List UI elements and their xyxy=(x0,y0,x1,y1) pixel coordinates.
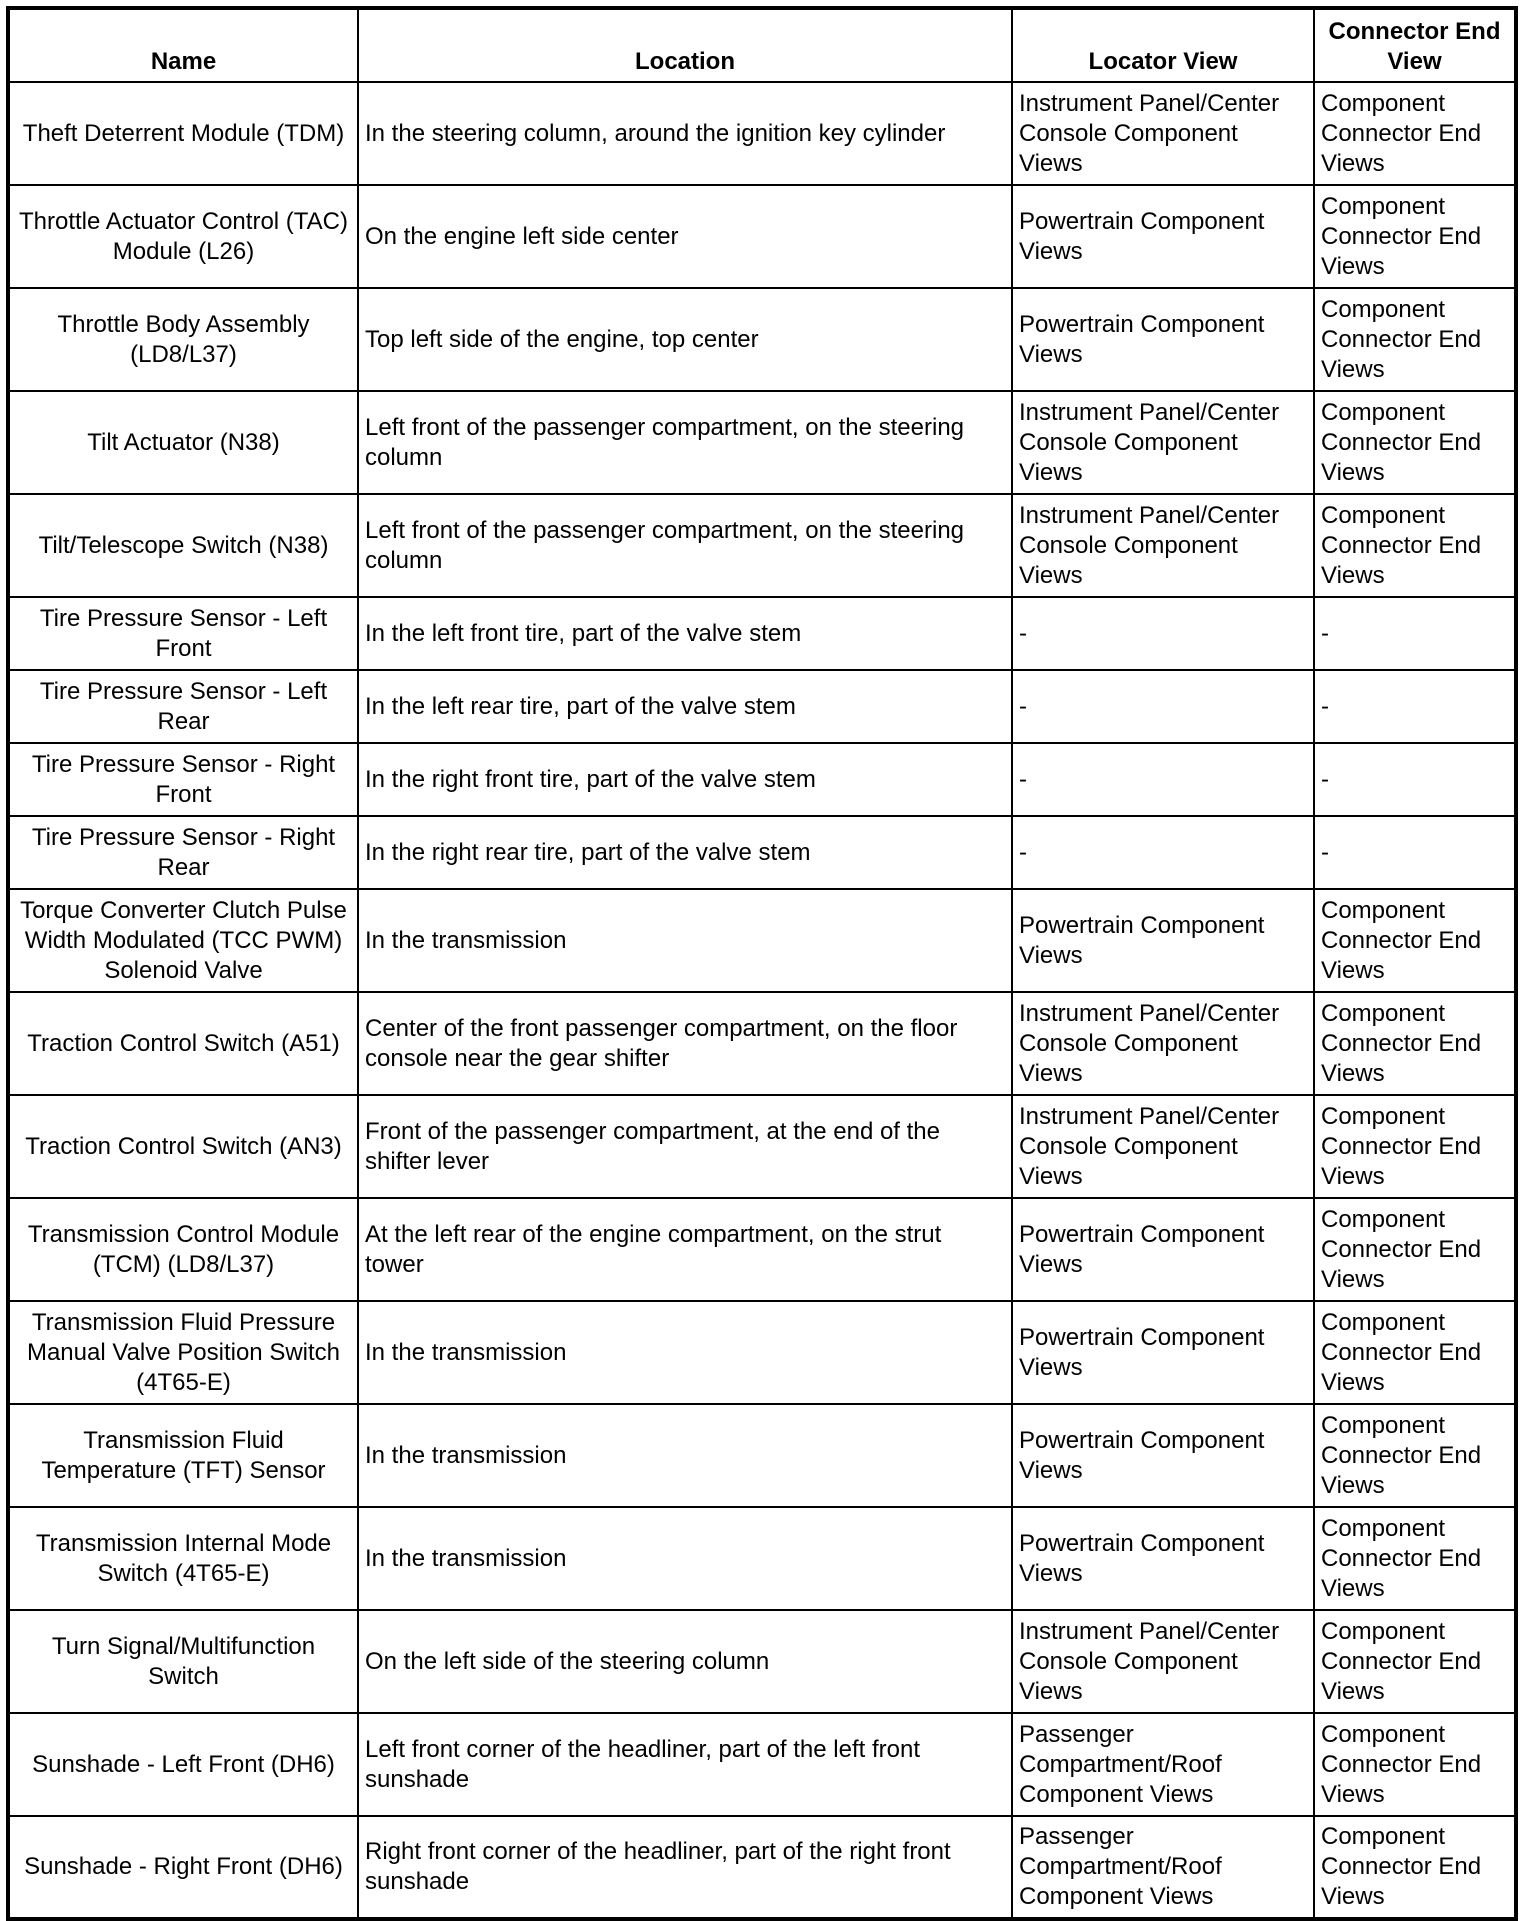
cell-name: Theft Deterrent Module (TDM) xyxy=(8,82,358,185)
table-row xyxy=(8,889,1516,992)
cell-connector-end-view: Component Connector End Views xyxy=(1314,185,1516,288)
cell-name: Transmission Fluid Pressure Manual Valve Position Switch (4T65-E) xyxy=(8,1301,358,1404)
cell-connector-end-view: - xyxy=(1314,670,1516,743)
table-row xyxy=(8,1610,1516,1713)
cell-locator-view: Instrument Panel/Center Console Component Views xyxy=(1012,1610,1314,1713)
cell-name: Tire Pressure Sensor - Left Front xyxy=(8,597,358,670)
table-row xyxy=(8,1507,1516,1610)
header-location: Location xyxy=(358,8,1012,82)
cell-location: In the transmission xyxy=(358,1507,1012,1610)
cell-location: In the transmission xyxy=(358,1301,1012,1404)
header-row xyxy=(8,8,1516,82)
cell-location: Left front corner of the headliner, part of the left front sunshade xyxy=(358,1713,1012,1816)
cell-name: Turn Signal/Multifunction Switch xyxy=(8,1610,358,1713)
cell-connector-end-view: Component Connector End Views xyxy=(1314,889,1516,992)
cell-name: Torque Converter Clutch Pulse Width Modulated (TCC PWM) Solenoid Valve xyxy=(8,889,358,992)
cell-locator-view: Instrument Panel/Center Console Component Views xyxy=(1012,391,1314,494)
cell-connector-end-view: Component Connector End Views xyxy=(1314,1816,1516,1919)
table-row xyxy=(8,288,1516,391)
cell-location: In the left front tire, part of the valve stem xyxy=(358,597,1012,670)
cell-locator-view: Instrument Panel/Center Console Component Views xyxy=(1012,494,1314,597)
cell-name: Transmission Fluid Temperature (TFT) Sensor xyxy=(8,1404,358,1507)
cell-locator-view: Instrument Panel/Center Console Component Views xyxy=(1012,82,1314,185)
cell-connector-end-view: Component Connector End Views xyxy=(1314,1610,1516,1713)
table-row xyxy=(8,1301,1516,1404)
cell-name: Transmission Internal Mode Switch (4T65-E) xyxy=(8,1507,358,1610)
header-locator-view: Locator View xyxy=(1012,8,1314,82)
cell-locator-view: - xyxy=(1012,816,1314,889)
cell-location: In the right rear tire, part of the valve stem xyxy=(358,816,1012,889)
cell-connector-end-view: Component Connector End Views xyxy=(1314,288,1516,391)
table-body xyxy=(8,82,1516,1919)
cell-location: Left front of the passenger compartment, on the steering column xyxy=(358,494,1012,597)
table-row xyxy=(8,1816,1516,1919)
cell-connector-end-view: Component Connector End Views xyxy=(1314,391,1516,494)
cell-connector-end-view: Component Connector End Views xyxy=(1314,1404,1516,1507)
cell-location: On the engine left side center xyxy=(358,185,1012,288)
cell-connector-end-view: - xyxy=(1314,743,1516,816)
cell-locator-view: - xyxy=(1012,743,1314,816)
table-row xyxy=(8,1404,1516,1507)
table-row xyxy=(8,743,1516,816)
cell-connector-end-view: Component Connector End Views xyxy=(1314,494,1516,597)
cell-name: Tire Pressure Sensor - Right Rear xyxy=(8,816,358,889)
table-row xyxy=(8,1713,1516,1816)
cell-locator-view: - xyxy=(1012,670,1314,743)
cell-location: At the left rear of the engine compartment, on the strut tower xyxy=(358,1198,1012,1301)
cell-name: Throttle Actuator Control (TAC) Module (L26) xyxy=(8,185,358,288)
header-connector-end-view: Connector End View xyxy=(1314,8,1516,82)
table-row xyxy=(8,816,1516,889)
cell-location: Front of the passenger compartment, at the end of the shifter lever xyxy=(358,1095,1012,1198)
cell-locator-view: - xyxy=(1012,597,1314,670)
cell-locator-view: Powertrain Component Views xyxy=(1012,889,1314,992)
cell-locator-view: Powertrain Component Views xyxy=(1012,288,1314,391)
cell-locator-view: Instrument Panel/Center Console Component Views xyxy=(1012,992,1314,1095)
cell-name: Sunshade - Left Front (DH6) xyxy=(8,1713,358,1816)
cell-connector-end-view: Component Connector End Views xyxy=(1314,1095,1516,1198)
cell-connector-end-view: - xyxy=(1314,816,1516,889)
cell-locator-view: Passenger Compartment/Roof Component Views xyxy=(1012,1816,1314,1919)
cell-name: Throttle Body Assembly (LD8/L37) xyxy=(8,288,358,391)
table-row xyxy=(8,670,1516,743)
component-locator-table xyxy=(6,6,1518,1921)
cell-connector-end-view: Component Connector End Views xyxy=(1314,82,1516,185)
cell-locator-view: Powertrain Component Views xyxy=(1012,1404,1314,1507)
cell-locator-view: Powertrain Component Views xyxy=(1012,1507,1314,1610)
table-row xyxy=(8,597,1516,670)
cell-location: Right front corner of the headliner, part of the right front sunshade xyxy=(358,1816,1012,1919)
cell-location: Top left side of the engine, top center xyxy=(358,288,1012,391)
cell-name: Sunshade - Right Front (DH6) xyxy=(8,1816,358,1919)
cell-name: Traction Control Switch (AN3) xyxy=(8,1095,358,1198)
cell-name: Tilt Actuator (N38) xyxy=(8,391,358,494)
cell-connector-end-view: Component Connector End Views xyxy=(1314,1301,1516,1404)
cell-location: In the steering column, around the ignition key cylinder xyxy=(358,82,1012,185)
cell-location: Left front of the passenger compartment, on the steering column xyxy=(358,391,1012,494)
cell-location: In the transmission xyxy=(358,889,1012,992)
cell-name: Traction Control Switch (A51) xyxy=(8,992,358,1095)
table-row xyxy=(8,992,1516,1095)
header-name: Name xyxy=(8,8,358,82)
table-row xyxy=(8,391,1516,494)
table-row xyxy=(8,494,1516,597)
cell-location: In the transmission xyxy=(358,1404,1012,1507)
cell-locator-view: Powertrain Component Views xyxy=(1012,185,1314,288)
cell-name: Tilt/Telescope Switch (N38) xyxy=(8,494,358,597)
table-row xyxy=(8,1198,1516,1301)
cell-name: Tire Pressure Sensor - Left Rear xyxy=(8,670,358,743)
cell-connector-end-view: - xyxy=(1314,597,1516,670)
cell-name: Transmission Control Module (TCM) (LD8/L37) xyxy=(8,1198,358,1301)
cell-locator-view: Passenger Compartment/Roof Component Views xyxy=(1012,1713,1314,1816)
cell-connector-end-view: Component Connector End Views xyxy=(1314,1507,1516,1610)
cell-connector-end-view: Component Connector End Views xyxy=(1314,992,1516,1095)
cell-connector-end-view: Component Connector End Views xyxy=(1314,1713,1516,1816)
cell-connector-end-view: Component Connector End Views xyxy=(1314,1198,1516,1301)
cell-location: Center of the front passenger compartment, on the floor console near the gear shifter xyxy=(358,992,1012,1095)
table-row xyxy=(8,82,1516,185)
table-row xyxy=(8,1095,1516,1198)
table-row xyxy=(8,185,1516,288)
cell-location: On the left side of the steering column xyxy=(358,1610,1012,1713)
cell-locator-view: Instrument Panel/Center Console Component Views xyxy=(1012,1095,1314,1198)
cell-name: Tire Pressure Sensor - Right Front xyxy=(8,743,358,816)
cell-location: In the right front tire, part of the valve stem xyxy=(358,743,1012,816)
cell-location: In the left rear tire, part of the valve stem xyxy=(358,670,1012,743)
cell-locator-view: Powertrain Component Views xyxy=(1012,1198,1314,1301)
cell-locator-view: Powertrain Component Views xyxy=(1012,1301,1314,1404)
